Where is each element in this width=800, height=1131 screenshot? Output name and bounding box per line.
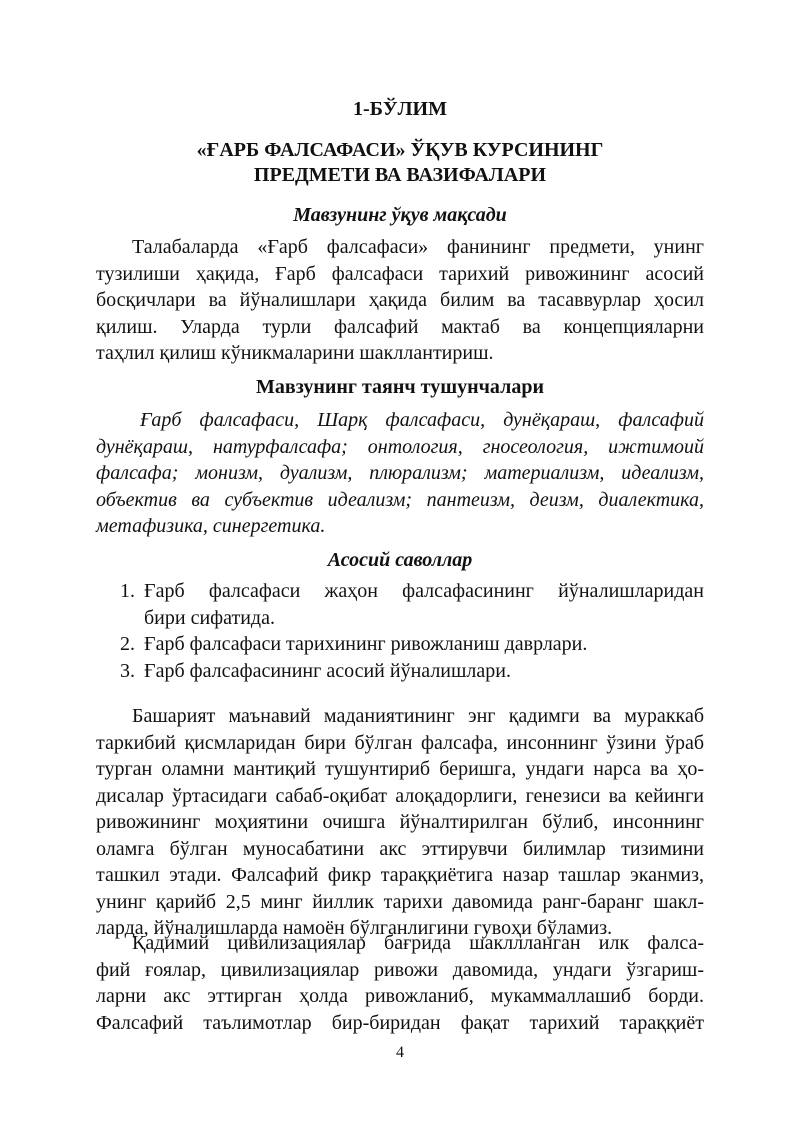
list-item-number: 2. — [120, 633, 135, 655]
text-line: турган оламни мантиқий тушунтириб беришга, ундаги нарса ва ҳо- — [96, 758, 704, 780]
chapter-heading: 1-БЎЛИМ — [353, 98, 447, 120]
text-line: бири сифатида. — [144, 606, 275, 629]
list-item — [96, 631, 704, 658]
list-item-number: 3. — [120, 659, 135, 682]
body-paragraph-2 — [96, 930, 704, 1036]
concepts-paragraph — [96, 407, 704, 540]
text-line: ларда, йўналишларда намоён бўлганлигини гувоҳи бўламиз. — [96, 917, 613, 939]
text-line: таркибий қисмларидан бири бўлган фалсафа, инсоннинг ўзини ўраб — [96, 731, 704, 754]
chapter-title-line: ПРЕДМЕТИ ВА ВАЗИФАЛАРИ — [253, 164, 547, 186]
text-line: ривожининг моҳиятини очишга йўналтирилган бўлиб, инсоннинг — [96, 811, 704, 833]
list-item — [96, 578, 704, 631]
text-line: Ғарб фалсафаси тарихининг ривожланиш даврлари. — [144, 633, 588, 655]
page-number: 4 — [396, 1044, 404, 1061]
body-paragraph-1 — [96, 703, 704, 942]
text-line: Башарият маънавий маданиятининг энг қадимги ва мураккаб — [132, 705, 704, 727]
questions-list — [96, 578, 704, 684]
list-item — [96, 658, 704, 685]
text-line: Ғарб фалсафаси жаҳон фалсафасининг йўналишларидан — [144, 580, 704, 602]
questions-heading: Асосий саволлар — [327, 549, 473, 571]
text-line: ларни акс эттирган ҳолда ривожланиб, мукаммаллашиб борди. — [96, 985, 704, 1007]
text-line: оламга бўлган муносабатини акс эттирувчи билимлар тизимини — [96, 837, 704, 860]
text-line: босқичлари ва йўналишлари ҳақида билим ва тасаввурлар ҳосил — [96, 289, 704, 311]
text-line: Ғарб фалсафаси, Шарқ фалсафаси, дунёқараш, фалсафий — [140, 409, 704, 431]
text-line: объектив ва субъектив идеализм; пантеизм, деизм, диалектика, — [96, 488, 704, 511]
text-line: таҳлил қилиш кўникмаларини шакллантириш. — [96, 342, 494, 364]
text-line: ташкил этади. Фалсафий фикр тараққиётига назар ташлар эканмиз, — [96, 864, 704, 886]
text-line: фалсафа; монизм, дуализм, плюрализм; материализм, идеализм, — [96, 462, 704, 484]
goal-paragraph — [96, 234, 704, 367]
text-line: фий ғоялар, цивилизациялар ривожи давомида, ундаги ўзгариш- — [96, 958, 704, 981]
text-line: Ғарб фалсафасининг асосий йўналишлари. — [144, 659, 511, 682]
text-line: унинг қарийб 2,5 минг йиллик тарихи давомида ранг-баранг шакл- — [96, 890, 704, 913]
goal-heading: Мавзунинг ўқув мақсади — [293, 204, 507, 226]
text-line: Қадимий цивилизациялар бағрида шакллланган илк фалса- — [132, 932, 704, 954]
text-line: тузилиши ҳақида, Ғарб фалсафаси тарихий ривожининг асосий — [96, 262, 704, 285]
text-line: метафизика, синергетика. — [96, 515, 326, 537]
text-line: Фалсафий таълимотлар бир-биридан фақат тарихий тараққиёт — [96, 1011, 704, 1034]
text-line: дунёқараш, натурфалсафа; онтология, гносеология, ижтимоий — [96, 435, 704, 458]
list-item-number: 1. — [120, 580, 135, 602]
text-line: дисалар ўртасидаги сабаб-оқибат алоқадорлиги, генезиси ва кейинги — [96, 784, 704, 807]
chapter-title-line: «ҒАРБ ФАЛСАФАСИ» ЎҚУВ КУРСИНИНГ — [196, 139, 604, 161]
text-line: қилиш. Уларда турли фалсафий мактаб ва концепцияларни — [96, 315, 704, 338]
text-line: Талабаларда «Ғарб фалсафаси» фанининг предмети, унинг — [132, 236, 704, 258]
chapter-title — [96, 138, 704, 188]
concepts-heading: Мавзунинг таянч тушунчалари — [256, 376, 544, 398]
